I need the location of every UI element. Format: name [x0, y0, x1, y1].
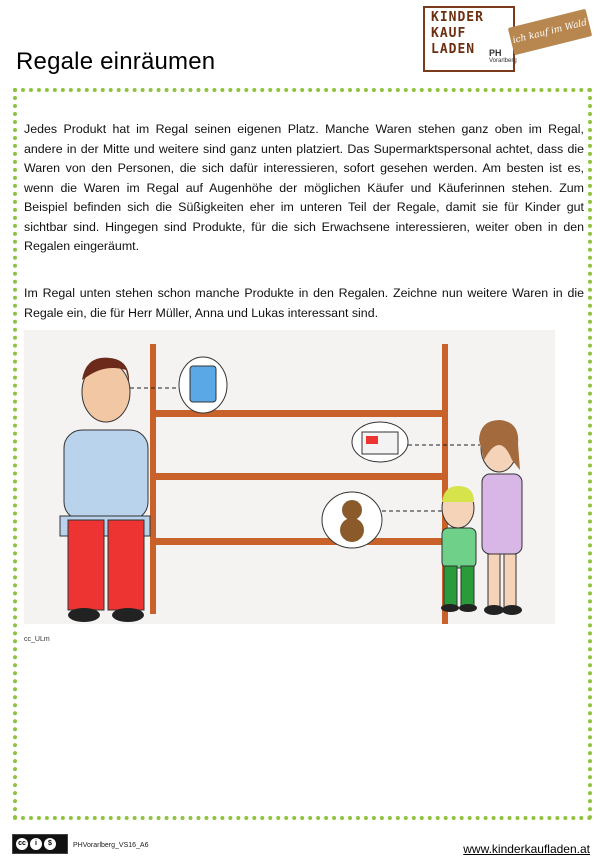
shelf-board-bottom — [150, 538, 448, 545]
task-paragraph: Im Regal unten stehen schon manche Produkte in den Regalen. Zeichne nun weitere Waren in die Regale ein, die für Herr Müller, Anna und Lukas interessant sind. — [24, 286, 584, 320]
logo-tag: ich kauf im Wald — [508, 9, 592, 56]
ph-logo: PH Vorarlberg — [489, 48, 517, 64]
lukas-figure — [441, 486, 477, 612]
image-caption: cc_ULm — [24, 636, 50, 643]
intro-paragraph: Jedes Produkt hat im Regal seinen eigenen Platz. Manche Waren stehen ganz oben im Regal, andere in der Mitte und weitere sind ganz unten platziert. Das Supermarktspersonal achtet, dass die Waren von den Personen, die sich dafür interessieren, sofort gesehen werden. Am besten ist es, wenn die Waren im Regal auf Augenhöhe der möglichen Käufer und Käuferinnen stehen. Zum Beispiel befinden sich die Süßigkeiten eher im unteren Teil der Regale, damit sie für Kinder gut sichtbar sind. Hingegen sind Produkte, für die sich Erwachsene interessieren, weiter oben in den Regalen eingeräumt. — [24, 122, 584, 253]
page-title: Regale einräumen — [16, 48, 216, 75]
website-link[interactable]: www.kinderkaufladen.at — [463, 842, 590, 856]
herr-mueller-figure — [60, 358, 150, 622]
kinderkaufladen-logo — [423, 6, 515, 72]
logo-text: KINDER KAUF LADEN — [431, 10, 484, 57]
license-code: PHVorarlberg_VS16_A6 — [73, 842, 149, 849]
creative-commons-badge: cc i $ — [12, 834, 68, 854]
shelf-board-middle — [150, 473, 448, 480]
anna-figure — [479, 420, 522, 615]
shelf-illustration — [24, 330, 555, 624]
shelf-drawing — [24, 330, 555, 624]
